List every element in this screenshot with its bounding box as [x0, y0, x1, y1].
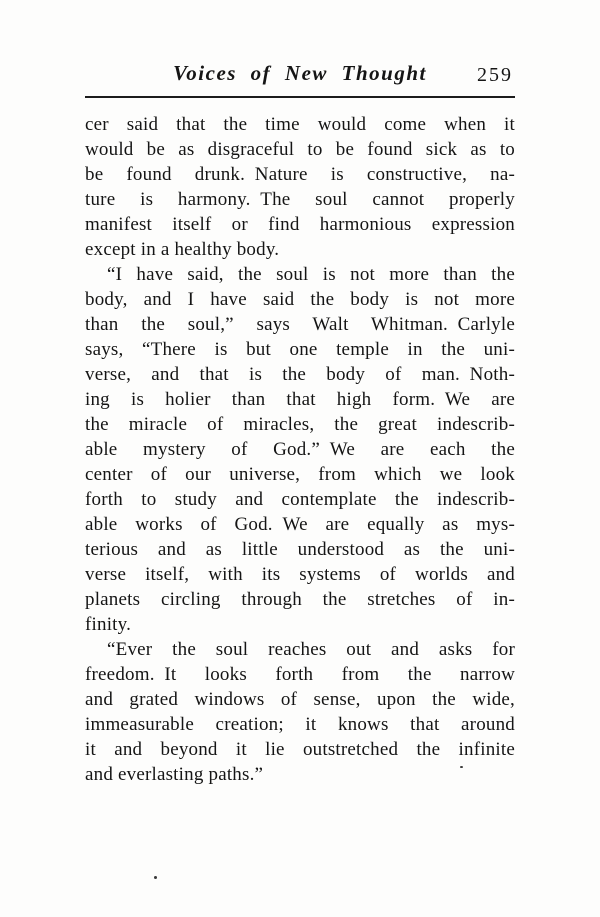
text-line: forth to study and contemplate the indescrib- [85, 489, 515, 510]
text-line: than the soul,” says Walt Whitman. Carlyle [85, 314, 515, 335]
text-line: be found drunk. Nature is constructive, na- [85, 164, 515, 185]
text-line: “I have said, the soul is not more than the [107, 264, 515, 285]
text-line: cer said that the time would come when it [85, 114, 515, 135]
page-header [85, 61, 515, 93]
page-body [85, 112, 515, 787]
text-line: ing is holier than that high form. We are [85, 389, 515, 410]
page-number: 259 [477, 64, 513, 86]
text-line: finity. [85, 614, 132, 635]
text-line: able mystery of God.” We are each the [85, 439, 515, 460]
text-line: verse itself, with its systems of worlds and [85, 564, 515, 585]
text-line: able works of God. We are equally as mys- [85, 514, 515, 535]
text-line: planets circling through the stretches of in- [85, 589, 515, 610]
text-line: immeasurable creation; it knows that around [85, 714, 515, 735]
running-head-title: Voices of New Thought [173, 61, 427, 85]
text-line: manifest itself or find harmonious expression [85, 214, 515, 235]
ink-speck [460, 766, 463, 768]
ink-speck [154, 876, 157, 879]
text-line: except in a healthy body. [85, 239, 280, 260]
text-line: would be as disgraceful to be found sick as to [85, 139, 515, 160]
text-line: it and beyond it lie outstretched the infinite [85, 739, 515, 760]
header-rule [85, 96, 515, 98]
text-line: terious and as little understood as the uni- [85, 539, 515, 560]
text-line: ture is harmony. The soul cannot properly [85, 189, 515, 210]
text-line: center of our universe, from which we look [85, 464, 515, 485]
text-line: “Ever the soul reaches out and asks for [107, 639, 515, 660]
text-line: verse, and that is the body of man. Noth- [85, 364, 515, 385]
text-line: and grated windows of sense, upon the wide, [85, 689, 515, 710]
text-line: body, and I have said the body is not more [85, 289, 515, 310]
text-line: says, “There is but one temple in the uni- [85, 339, 515, 360]
text-line: the miracle of miracles, the great indescrib- [85, 414, 515, 435]
text-line: freedom. It looks forth from the narrow [85, 664, 515, 685]
text-line: and everlasting paths.” [85, 764, 264, 785]
